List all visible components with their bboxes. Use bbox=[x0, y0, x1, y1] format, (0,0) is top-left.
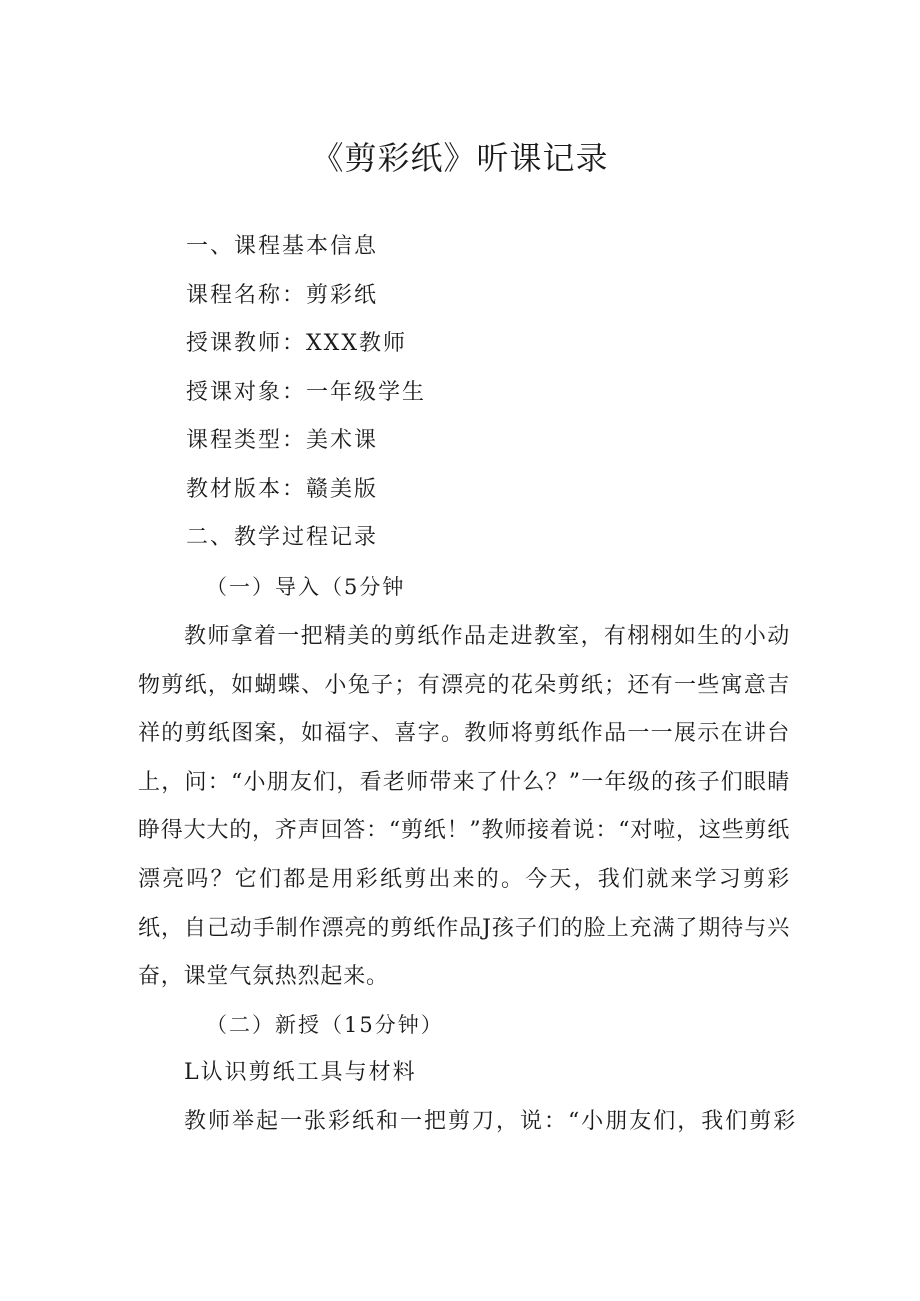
field-audience: 授课对象：一年级学生 bbox=[186, 380, 427, 405]
part1-paragraph: 教师拿着一把精美的剪纸作品走进教室，有栩栩如生的小动物剪纸，如蝴蝶、小兔子；有漂亮的花朵剪纸；还有一些寓意吉祥的剪纸图案，如福字、喜字。教师将剪纸作品一一展示在讲台上，问：“小朋友们，看老师带来了什么？”一年级的孩子们眼睛睁得大大的，齐声回答：“剪纸！”教师接着说：“对啦，这些剪纸漂亮吗？它们都是用彩纸剪出来的。今天，我们就来学习剪彩纸，自己动手制作漂亮的剪纸作品J孩子们的脸上充满了期待与兴奋，课堂气氛热烈起来。 bbox=[138, 624, 790, 990]
item1-heading: L认识剪纸工具与材料 bbox=[184, 1060, 417, 1085]
section2-heading: 二、教学过程记录 bbox=[186, 525, 379, 550]
field-teacher: 授课教师：XXX教师 bbox=[186, 331, 407, 356]
item1-paragraph: 教师举起一张彩纸和一把剪刀，说：“小朋友们，我们剪彩 bbox=[184, 1109, 798, 1134]
section1-heading: 一、课程基本信息 bbox=[186, 234, 379, 259]
field-course-type: 课程类型：美术课 bbox=[186, 428, 379, 453]
part1-heading: （一）导入（5分钟 bbox=[206, 575, 406, 599]
part2-heading: （二）新授（15分钟） bbox=[206, 1013, 444, 1037]
field-course-name: 课程名称：剪彩纸 bbox=[186, 283, 379, 308]
document-title: 《剪彩纸》听课记录 bbox=[311, 139, 609, 177]
field-textbook: 教材版本：赣美版 bbox=[186, 477, 379, 502]
